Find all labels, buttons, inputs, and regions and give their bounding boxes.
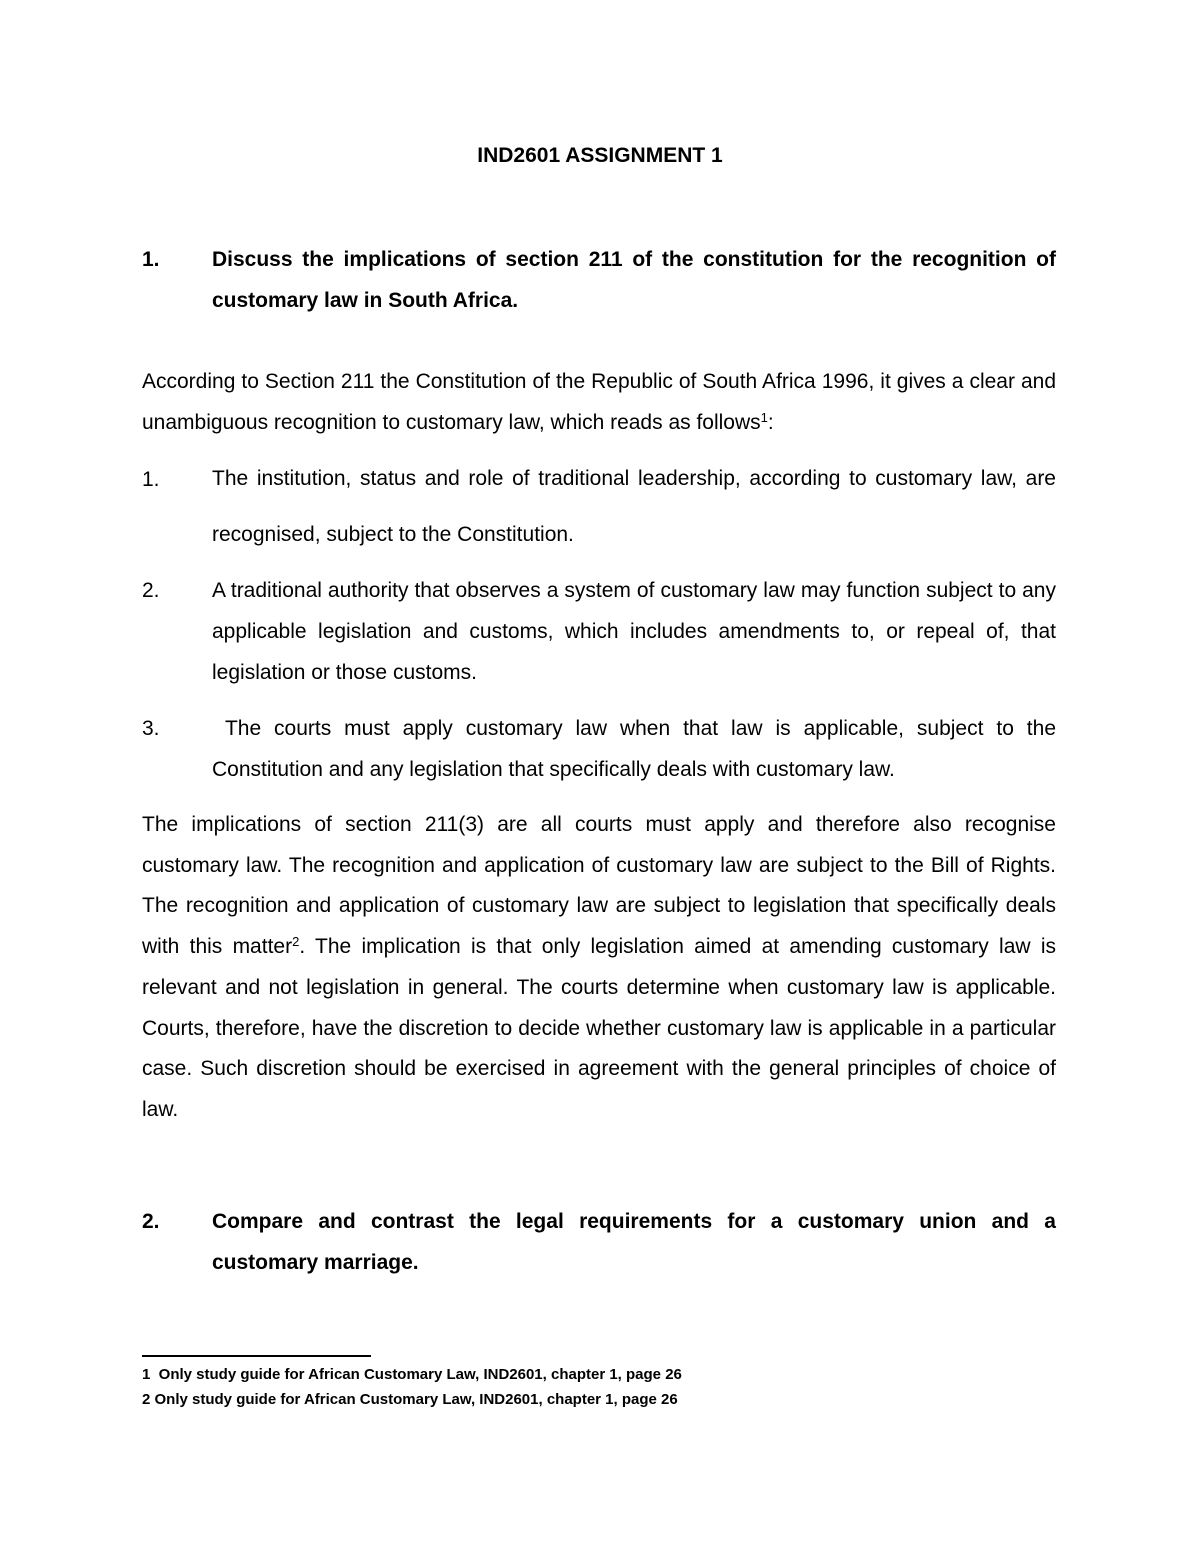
question-1-text: Discuss the implications of section 211 of the constitution for the recognition of customary law in South Africa.: [212, 248, 1056, 312]
list-item-1-text: The institution, status and role of traditional leadership, according to customary law, are recognised, subject to the Constitution.: [212, 467, 1056, 546]
implications-paragraph: [142, 805, 1056, 1131]
question-2-text: Compare and contrast the legal requirements for a customary union and a customary marriage.: [212, 1210, 1056, 1274]
page-title: IND2601 ASSIGNMENT 1: [477, 144, 723, 167]
footnote-ref-2: 2: [292, 934, 300, 950]
list-item-2-number: 2.: [142, 579, 160, 602]
intro-text: According to Section 211 the Constitution of the Republic of South Africa 1996, it gives a clear and unambiguous recognition to customary law, which reads as follows: [142, 370, 1056, 434]
footnote-separator: [142, 1355, 371, 1357]
implications-text-after: . The implication is that only legislation aimed at amending customary law is relevant and not legislation in general. The courts determine when customary law is applicable. Courts, therefore, have the discretion to decide whether customary law is applicable in a particular case. Such discretion should be exercised in agreement with the general principles of choice of law.: [142, 935, 1056, 1121]
question-1-number: 1.: [142, 248, 160, 271]
list-item-3-number: 3.: [142, 717, 160, 740]
footnote-1: 1 Only study guide for African Customary Law, IND2601, chapter 1, page 26: [142, 1366, 682, 1383]
list-item-1-number: 1.: [142, 468, 160, 491]
footnote-2: 2 Only study guide for African Customary Law, IND2601, chapter 1, page 26: [142, 1391, 678, 1408]
intro-suffix: :: [767, 410, 774, 434]
list-item-3-text: The courts must apply customary law when that law is applicable, subject to the Constitution and any legislation that specifically deals with customary law.: [212, 717, 1062, 781]
list-item-2-text: A traditional authority that observes a system of customary law may function subject to any applicable legislation and customs, which includes amendments to, or repeal of, that legislation or those customs.: [212, 579, 1056, 684]
implications-text-before: The implications of section 211(3) are all courts must apply and therefore also recognise customary law. The recognition and application of customary law are subject to the Bill of Rights. The recognition and application of customary law are subject to legislation that specifically deals with this matter: [142, 813, 1056, 959]
footnote-ref-1: 1: [760, 409, 768, 425]
intro-paragraph: [142, 362, 1056, 443]
question-2-number: 2.: [142, 1210, 160, 1233]
